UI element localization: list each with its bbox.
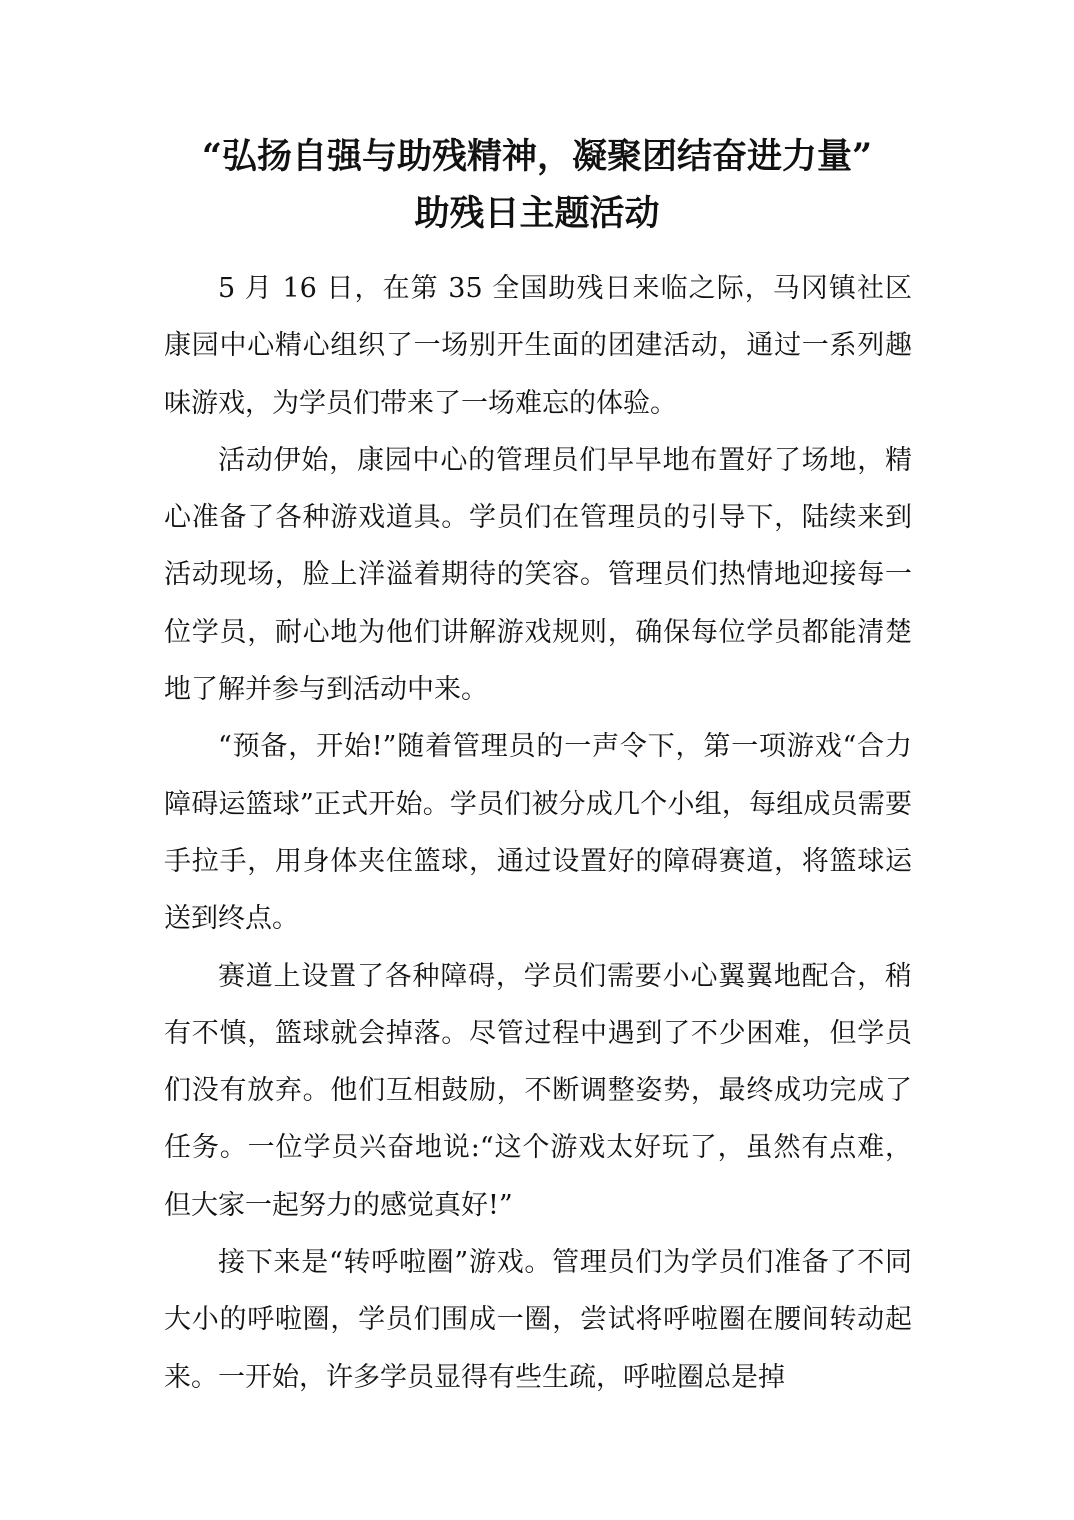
title-line-1: “弘扬自强与助残精神，凝聚团结奋进力量” (201, 136, 873, 177)
document-body (164, 260, 912, 1406)
paragraph-4: 赛道上设置了各种障碍，学员们需要小心翼翼地配合，稍有不慎，篮球就会掉落。尽管过程中遇到了不少困难，但学员们没有放弃。他们互相鼓励，不断调整姿势，最终成功完成了任务。一位学员兴奋地说:“这个游戏太好玩了，虽然有点难，但大家一起努力的感觉真好!” (164, 960, 912, 1221)
paragraph-3: “预备，开始!”随着管理员的一声令下，第一项游戏“合力障碍运篮球”正式开始。学员们被分成几个小组，每组成员需要手拉手，用身体夹住篮球，通过设置好的障碍赛道，将篮球运送到终点。 (164, 731, 912, 935)
title-line-2: 助残日主题活动 (414, 193, 660, 234)
paragraph-5: 接下来是“转呼啦圈”游戏。管理员们为学员们准备了不同大小的呼啦圈，学员们围成一圈，尝试将呼啦圈在腰间转动起来。一开始，许多学员显得有些生疏，呼啦圈总是掉 (164, 1247, 912, 1393)
paragraph-2: 活动伊始，康园中心的管理员们早早地布置好了场地，精心准备了各种游戏道具。学员们在管理员的引导下，陆续来到活动现场，脸上洋溢着期待的笑容。管理员们热情地迎接每一位学员，耐心地为他们讲解游戏规则，确保每位学员都能清楚地了解并参与到活动中来。 (164, 444, 912, 706)
paragraph-1: 5 月 16 日，在第 35 全国助残日来临之际，马冈镇社区康园中心精心组织了一场别开生面的团建活动，通过一系列趣味游戏，为学员们带来了一场难忘的体验。 (164, 273, 912, 419)
document-title (0, 128, 1074, 242)
